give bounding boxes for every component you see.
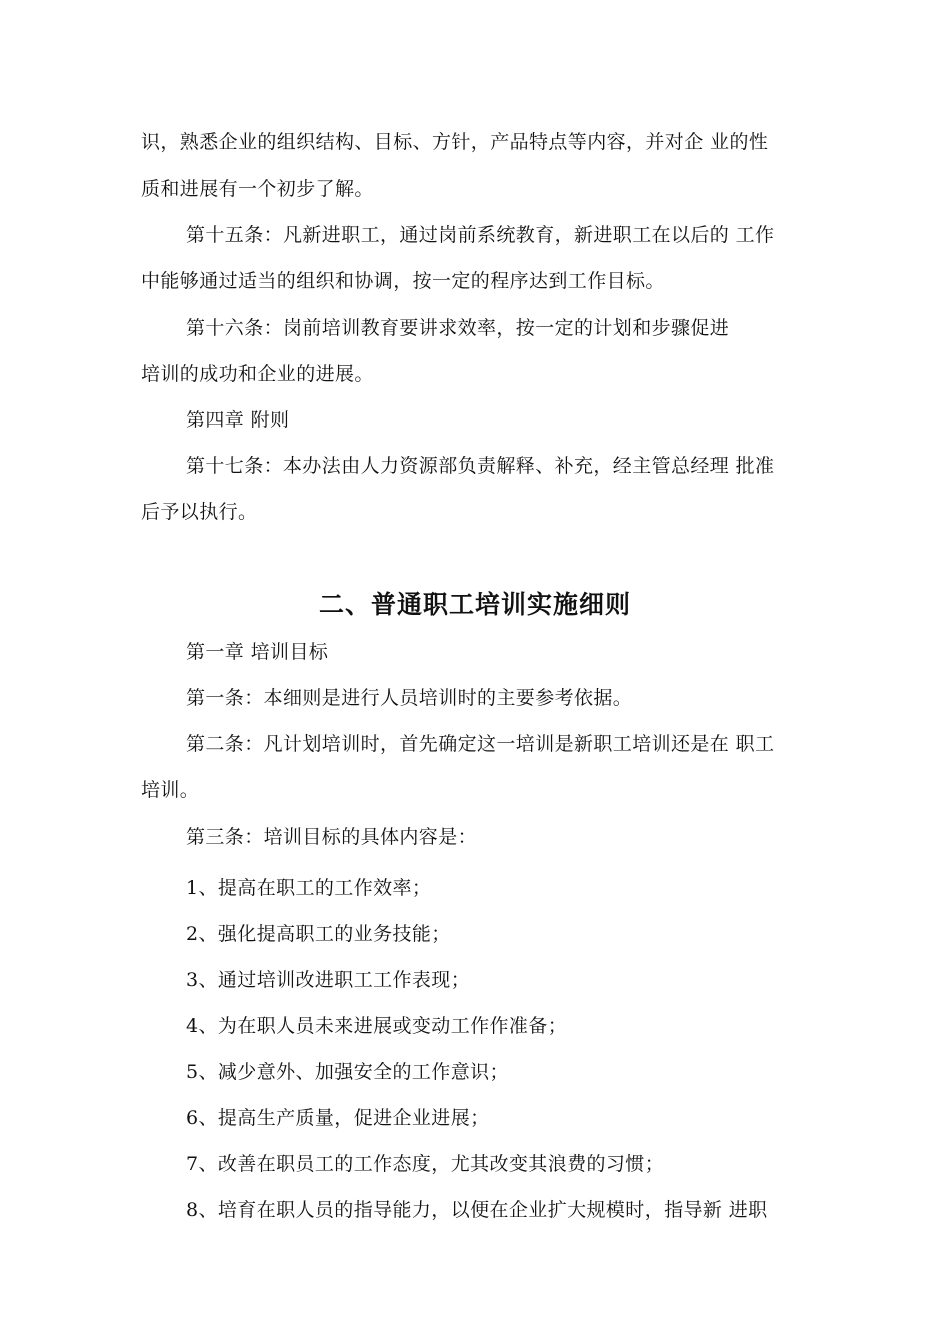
chapter-heading: 第一章 培训目标 bbox=[186, 641, 329, 663]
paragraph-line: 培训的成功和企业的进展。 bbox=[141, 363, 374, 385]
article-3-line: 第三条：培训目标的具体内容是： bbox=[186, 826, 478, 848]
paragraph-line: 培训。 bbox=[141, 779, 200, 801]
paragraph-line: 中能够通过适当的组织和协调，按一定的程序达到工作目标。 bbox=[141, 270, 665, 292]
section-title: 二、普通职工培训实施细则 bbox=[318, 590, 631, 619]
list-item: 4、为在职人员未来进展或变动工作作准备； bbox=[186, 1015, 568, 1037]
article-2-line: 第二条：凡计划培训时，首先确定这一培训是新职工培训还是在 职工 bbox=[186, 733, 775, 755]
list-item: 3、通过培训改进职工工作表现； bbox=[186, 969, 471, 991]
paragraph-line: 后予以执行。 bbox=[141, 501, 258, 523]
list-item: 7、改善在职员工的工作态度，尤其改变其浪费的习惯； bbox=[186, 1153, 665, 1175]
list-item: 2、强化提高职工的业务技能； bbox=[186, 923, 451, 945]
article-15-line: 第十五条：凡新进职工，通过岗前系统教育，新进职工在以后的 工作 bbox=[186, 224, 775, 246]
paragraph-line: 质和进展有一个初步了解。 bbox=[141, 178, 374, 200]
paragraph-line: 识，熟悉企业的组织结构、目标、方针，产品特点等内容，并对企 业的性 bbox=[141, 131, 769, 153]
list-item: 1、提高在职工的工作效率； bbox=[186, 877, 432, 899]
list-item: 6、提高生产质量，促进企业进展； bbox=[186, 1107, 490, 1129]
article-17-line: 第十七条：本办法由人力资源部负责解释、补充，经主管总经理 批准 bbox=[186, 455, 775, 477]
article-16-line: 第十六条：岗前培训教育要讲求效率，按一定的计划和步骤促进 bbox=[186, 317, 730, 339]
chapter-heading: 第四章 附则 bbox=[186, 409, 290, 431]
list-item: 8、培育在职人员的指导能力，以便在企业扩大规模时，指导新 进职 bbox=[186, 1199, 768, 1221]
list-item: 5、减少意外、加强安全的工作意识； bbox=[186, 1061, 509, 1083]
article-1-line: 第一条：本细则是进行人员培训时的主要参考依据。 bbox=[186, 687, 633, 709]
